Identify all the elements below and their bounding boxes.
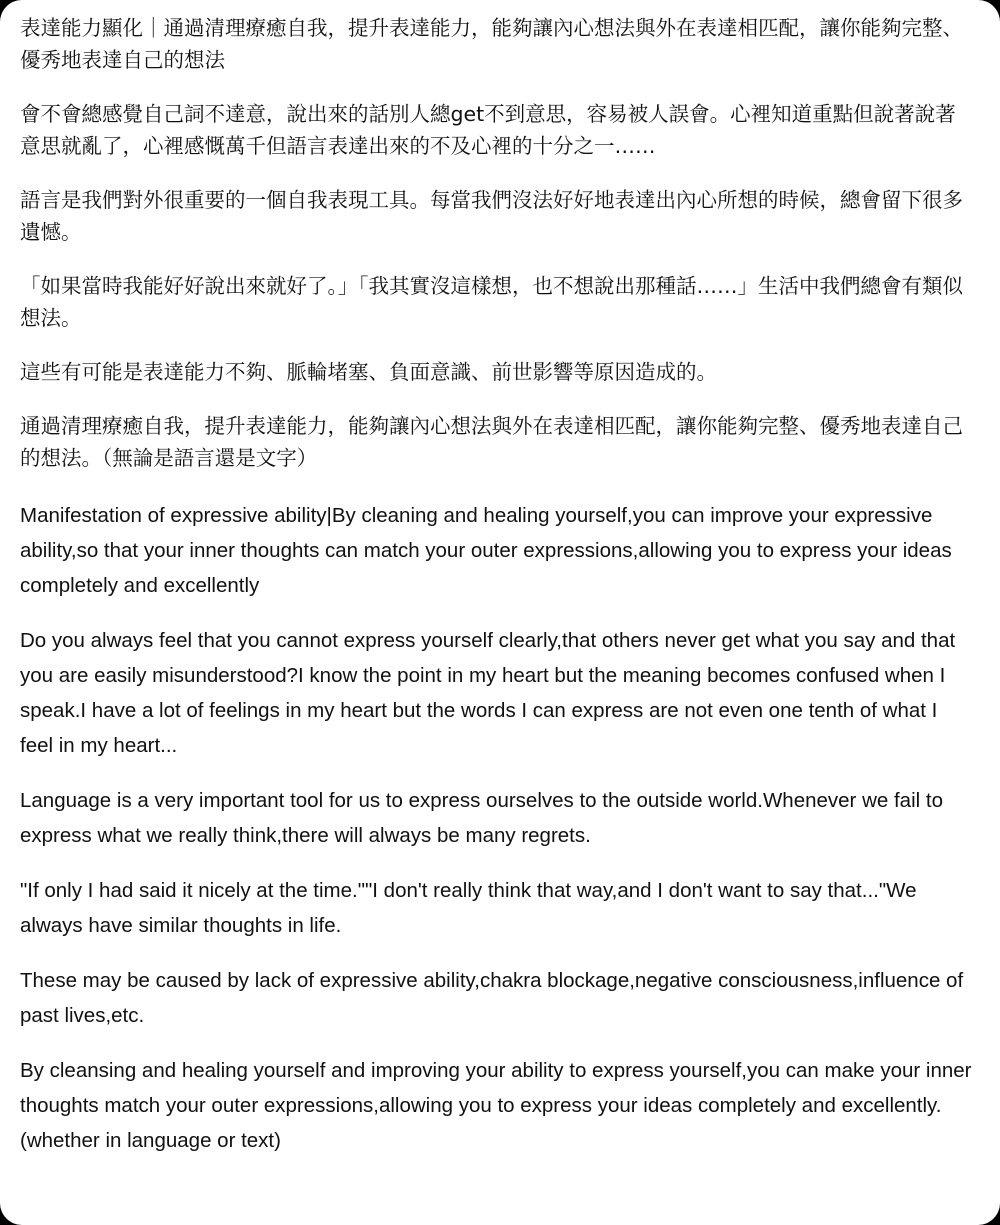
zh-paragraph: 會不會總感覺自己詞不達意，說出來的話別人總get不到意思，容易被人誤會。心裡知道重點但說著說著意思就亂了，心裡感慨萬千但語言表達出來的不及心裡的十分之一…… — [20, 102, 956, 158]
zh-paragraph: 這些有可能是表達能力不夠、脈輪堵塞、負面意識、前世影響等原因造成的。 — [20, 360, 717, 384]
en-title-paragraph: Manifestation of expressive ability|By cleaning and healing yourself,you can improve your expressive ability,so that your inner thoughts can match your outer expressions,allowing you to express your ideas completely and excellently — [20, 504, 952, 597]
zh-paragraph: 「如果當時我能好好說出來就好了。」「我其實沒這樣想，也不想說出那種話……」生活中我們總會有類似想法。 — [20, 274, 963, 330]
en-paragraph: By cleansing and healing yourself and improving your ability to express yourself,you can make your inner thoughts match your outer expressions,allowing you to express your ideas completely and excellently.(whether in language or text) — [20, 1059, 972, 1152]
en-paragraph: These may be caused by lack of expressive ability,chakra blockage,negative consciousness,influence of past lives,etc. — [20, 969, 964, 1027]
en-paragraph: Language is a very important tool for us to express ourselves to the outside world.Whenever we fail to express what we really think,there will always be many regrets. — [20, 789, 943, 847]
zh-title-paragraph: 表達能力顯化｜通過清理療癒自我，提升表達能力，能夠讓內心想法與外在表達相匹配，讓你能夠完整、優秀地表達自己的想法 — [20, 16, 963, 72]
zh-paragraph: 語言是我們對外很重要的一個自我表現工具。每當我們沒法好好地表達出內心所想的時候，總會留下很多遺憾。 — [20, 188, 963, 244]
zh-paragraph: 通過清理療癒自我，提升表達能力，能夠讓內心想法與外在表達相匹配，讓你能夠完整、優秀地表達自己的想法。（無論是語言還是文字） — [20, 414, 963, 470]
en-paragraph: "If only I had said it nicely at the time.""I don't really think that way,and I don't want to say that..."We always have similar thoughts in life. — [20, 879, 917, 937]
en-paragraph: Do you always feel that you cannot express yourself clearly,that others never get what you say and that you are easily misunderstood?I know the point in my heart but the meaning becomes confused when I speak.I have a lot of feelings in my heart but the words I can express are not even one tenth of what I feel in my heart... — [20, 629, 956, 757]
